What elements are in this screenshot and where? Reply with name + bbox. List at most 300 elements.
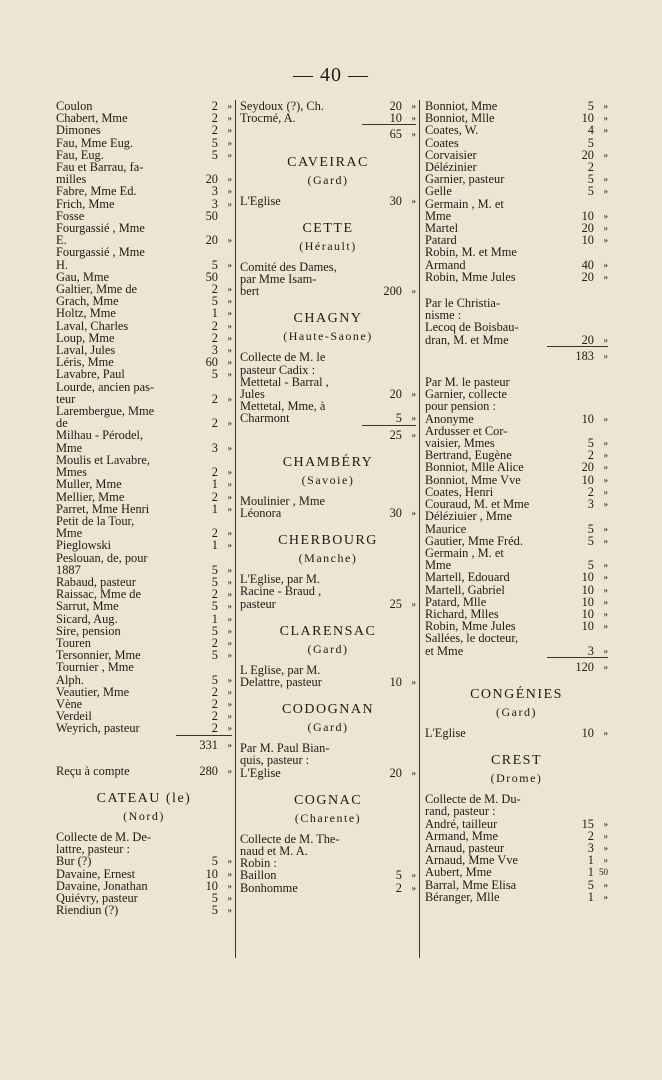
amount-fraction: » <box>411 129 416 140</box>
list-item <box>425 879 608 891</box>
donor-name: Coulon <box>56 99 93 113</box>
amount-fraction: » <box>227 284 232 295</box>
donor-name: Davaine, Jonathan <box>56 878 148 893</box>
donor-name: Lavabre, Paul <box>56 367 125 382</box>
list-item <box>56 722 232 734</box>
amount: 40 <box>581 257 594 272</box>
donor-name: Bertrand, Eugène <box>425 448 512 463</box>
amount: 5 <box>211 903 218 918</box>
subtotal-row <box>547 346 608 362</box>
donor-name: L Eglise, par M. Delattre, pasteur <box>240 662 322 690</box>
amount-fraction: » <box>411 389 416 400</box>
amount: 20 <box>581 332 594 347</box>
amount-fraction: » <box>411 101 416 111</box>
amount-fraction: » <box>227 686 232 697</box>
donor-name: Robin, Mme Jules <box>425 619 516 634</box>
amount: 3 <box>211 196 218 211</box>
department-name: (Gard) <box>307 172 349 187</box>
amount-fraction: » <box>227 393 232 404</box>
amount: 1 <box>211 477 218 492</box>
amount: 10 <box>581 411 594 426</box>
department-name: (Nord) <box>123 808 165 823</box>
donor-name: Veautier, Mme <box>56 684 130 699</box>
collection-note: Par le Christia- nisme : <box>425 296 501 323</box>
amount: 20 <box>581 221 594 236</box>
amount-fraction: » <box>411 882 416 893</box>
amount: 2 <box>211 318 218 333</box>
amount-fraction: » <box>227 235 232 246</box>
amount: 5 <box>587 436 594 451</box>
place-name: COGNAC <box>293 792 363 808</box>
amount: 10 <box>205 866 218 881</box>
amount: 5 <box>211 648 218 663</box>
collection-note: Par M. le pasteur Garnier, collecte pour pension : <box>425 375 510 414</box>
department-name: (Gard) <box>307 720 349 735</box>
amount-fraction: » <box>603 174 608 185</box>
donor-name: Sicard, Aug. <box>56 611 118 626</box>
amount: 10 <box>581 570 594 585</box>
amount: 1 <box>587 853 594 868</box>
donor-name: Martel <box>425 221 459 236</box>
donor-name: Sire, pension <box>56 623 121 638</box>
donor-name: Germain , M. et Mme <box>425 196 504 223</box>
amount-fraction: » <box>227 589 232 600</box>
amount: 3 <box>587 643 594 658</box>
donor-name: Germain , M. et Mme <box>425 545 504 573</box>
amount-fraction: » <box>227 540 232 551</box>
donor-name: Patard <box>425 233 457 248</box>
department-name: (Savoie) <box>301 472 355 487</box>
amount-fraction: » <box>227 259 232 270</box>
amount-fraction: » <box>227 491 232 502</box>
amount-fraction: » <box>603 450 608 461</box>
amount-fraction: 50 <box>599 867 608 878</box>
donor-name: Par M. Paul Bian- quis, pasteur : L'Eglise <box>240 741 330 780</box>
list-item <box>56 661 232 685</box>
donor-name: Parret, Mme Henri <box>56 501 150 516</box>
amount: 5 <box>211 367 218 382</box>
amount: 5 <box>211 599 218 614</box>
column-divider <box>235 100 236 958</box>
amount: 20 <box>581 147 594 162</box>
amount-fraction: » <box>603 271 608 282</box>
amount: 2 <box>211 330 218 345</box>
list-item <box>425 727 608 739</box>
list-item <box>56 904 232 916</box>
list-item <box>56 491 232 503</box>
donor-name: Bonniot, Mme Vve <box>425 472 521 487</box>
place-name: CHAMBÉRY <box>282 454 374 470</box>
column-1 <box>56 100 232 916</box>
amount-fraction: » <box>227 174 232 185</box>
list-item <box>56 198 232 210</box>
amount: 2 <box>211 696 218 711</box>
collection-note: Collecte de M. Du- rand, pasteur : <box>425 792 521 819</box>
amount: 10 <box>581 111 594 126</box>
amount: 20 <box>581 460 594 475</box>
list-item <box>240 195 416 207</box>
donor-name: Armand, Mme <box>425 828 498 843</box>
list-item <box>56 124 232 136</box>
column-divider <box>419 100 420 958</box>
amount-fraction: » <box>227 564 232 575</box>
donor-name: Fourgassié , Mme E. <box>56 221 145 248</box>
amount: 5 <box>211 574 218 589</box>
amount: 10 <box>581 472 594 487</box>
list-item <box>425 818 608 830</box>
donor-name: Bonhomme <box>240 880 298 895</box>
amount-fraction: » <box>227 576 232 587</box>
place-name: CHERBOURG <box>278 533 378 549</box>
section-heading <box>240 702 416 736</box>
amount-fraction: » <box>227 357 232 368</box>
list-item <box>56 307 232 319</box>
amount-fraction: » <box>411 113 416 124</box>
list-item <box>425 198 608 222</box>
list-item <box>240 664 416 688</box>
amount-fraction: » <box>411 870 416 881</box>
list-item <box>425 461 608 473</box>
amount-fraction: » <box>603 438 608 449</box>
section-heading <box>240 624 416 658</box>
donor-name: Coates, Henri <box>425 484 494 499</box>
list-item <box>56 765 232 777</box>
amount-fraction: » <box>603 235 608 246</box>
amount-fraction: » <box>603 149 608 160</box>
list-item <box>56 137 232 149</box>
amount: 30 <box>389 506 402 521</box>
list-item <box>240 869 416 881</box>
donor-name: Galtier, Mme de <box>56 282 138 297</box>
amount: 2 <box>587 484 594 499</box>
list-item <box>56 381 232 405</box>
list-item <box>425 891 608 903</box>
amount-fraction: » <box>227 418 232 429</box>
donor-name: Arnaud, Mme Vve <box>425 853 519 868</box>
amount: 10 <box>581 582 594 597</box>
amount: 1 <box>211 306 218 321</box>
donor-name: Reçu à compte <box>56 763 130 778</box>
amount: 5 <box>587 135 594 150</box>
amount-fraction: » <box>603 879 608 890</box>
list-item <box>56 246 232 270</box>
list-item <box>425 571 608 583</box>
donor-name: Coates <box>425 135 459 150</box>
donor-name: Aubert, Mme <box>425 865 492 880</box>
donor-name: Raissac, Mme de <box>56 587 141 602</box>
amount: 1 <box>587 865 594 880</box>
department-name: (Gard) <box>496 704 537 719</box>
amount-fraction: » <box>603 842 608 853</box>
amount: 5 <box>587 558 594 573</box>
amount-fraction: » <box>227 723 232 734</box>
place-name: CAVEIRAC <box>287 154 369 170</box>
donor-name: Garnier, pasteur <box>425 172 505 187</box>
section-heading <box>425 687 608 721</box>
amount-fraction: » <box>227 125 232 136</box>
amount-fraction: » <box>227 613 232 624</box>
amount: 10 <box>389 111 402 126</box>
amount: 10 <box>581 233 594 248</box>
list-item <box>425 124 608 136</box>
amount-fraction: » <box>227 479 232 490</box>
donor-name: Peslouan, de, pour 1887 <box>56 550 148 577</box>
amount: 5 <box>211 135 218 150</box>
amount: 3 <box>211 440 218 455</box>
amount-fraction: » <box>227 601 232 612</box>
donor-name: Gautier, Mme Fréd. <box>425 533 523 548</box>
list-item <box>56 454 232 478</box>
amount-fraction: » <box>227 880 232 891</box>
amount-fraction: » <box>227 674 232 685</box>
spacer <box>425 283 608 297</box>
donor-name: Mettetal - Barral , Jules <box>240 374 329 402</box>
amount-fraction: » <box>603 891 608 902</box>
donor-name: Bonniot, Mlle <box>425 111 495 126</box>
donor-name: Grach, Mme <box>56 294 119 309</box>
donor-name: Béranger, Mlle <box>425 889 500 904</box>
donor-name: Larembergue, Mme de <box>56 404 155 431</box>
section-heading <box>240 155 416 189</box>
list-item <box>425 425 608 449</box>
place-name: CHAGNY <box>293 311 363 327</box>
subtotal-row <box>176 735 232 751</box>
donor-name: Robin, Mme Jules <box>425 269 516 284</box>
amount: 2 <box>211 111 218 126</box>
department-name: (Haute-Saone) <box>283 329 373 344</box>
donor-name: Corvaisier <box>425 147 477 162</box>
amount: 5 <box>587 172 594 187</box>
amount: 20 <box>205 233 218 248</box>
list-item <box>425 246 608 270</box>
amount-fraction: » <box>411 286 416 297</box>
amount-fraction: » <box>227 892 232 903</box>
amount: 2 <box>211 282 218 297</box>
place-name: CREST <box>490 753 543 769</box>
list-item <box>240 376 416 400</box>
amount: 5 <box>211 890 218 905</box>
amount: 4 <box>587 123 594 138</box>
amount: 10 <box>581 594 594 609</box>
amount: 15 <box>581 816 594 831</box>
amount: 25 <box>389 596 402 611</box>
amount: 60 <box>205 355 218 370</box>
donor-name: Bonniot, Mme <box>425 99 498 113</box>
amount: 2 <box>211 391 218 406</box>
amount: 10 <box>581 725 594 740</box>
amount: 20 <box>581 269 594 284</box>
list-item <box>425 185 608 197</box>
list-item <box>56 552 232 576</box>
donor-name: Holtz, Mme <box>56 306 116 321</box>
column-2 <box>240 100 416 894</box>
amount: 2 <box>211 709 218 724</box>
amount-fraction: » <box>227 345 232 356</box>
amount: 1 <box>211 611 218 626</box>
list-item <box>56 429 232 453</box>
list-item <box>56 405 232 429</box>
amount: 2 <box>395 880 402 895</box>
amount-fraction: » <box>603 535 608 546</box>
amount: 2 <box>587 160 594 175</box>
amount: 20 <box>389 99 402 113</box>
amount: 3 <box>211 184 218 199</box>
list-item <box>425 321 608 345</box>
list-item <box>240 112 416 124</box>
donor-name: Vène <box>56 696 83 711</box>
donor-name: Milhau - Pérodel, Mme <box>56 428 144 455</box>
donor-name: Gelle <box>425 184 452 199</box>
amount-fraction: » <box>603 727 608 738</box>
donor-name: Sallées, le docteur, et Mme <box>425 631 519 658</box>
subtotal-row <box>547 657 608 673</box>
amount-fraction: » <box>603 818 608 829</box>
amount: 20 <box>389 387 402 402</box>
amount: 2 <box>211 99 218 113</box>
amount-fraction: » <box>603 350 608 361</box>
list-item <box>56 600 232 612</box>
amount-fraction: » <box>227 186 232 197</box>
donor-name: Anonyme <box>425 411 474 426</box>
amount-fraction: » <box>227 467 232 478</box>
place-name: CONGÉNIES <box>470 686 563 702</box>
amount: 25 <box>389 427 402 442</box>
amount: 5 <box>587 521 594 536</box>
donor-name: Fabre, Mme Ed. <box>56 184 137 199</box>
amount: 20 <box>205 172 218 187</box>
amount-fraction: » <box>227 856 232 867</box>
column-3 <box>425 100 608 903</box>
place-name: CETTE <box>302 220 354 236</box>
amount: 1 <box>211 501 218 516</box>
donor-name: Richard, Mlles <box>425 606 499 621</box>
donor-name: Weyrich, pasteur <box>56 721 140 736</box>
donor-name: Lecoq de Boisbau- dran, M. et Mme <box>425 320 519 347</box>
donor-name: Fourgassié , Mme H. <box>56 245 145 272</box>
amount-fraction: » <box>227 698 232 709</box>
amount: 3 <box>211 343 218 358</box>
list-item <box>56 686 232 698</box>
department-name: (Hérault) <box>299 238 357 253</box>
amount-fraction: » <box>411 677 416 688</box>
donor-name: Laval, Charles <box>56 318 129 333</box>
amount: 5 <box>211 623 218 638</box>
section-heading <box>425 753 608 787</box>
donor-name: Laval, Jules <box>56 343 116 358</box>
amount: 3 <box>587 497 594 512</box>
amount-fraction: » <box>603 210 608 221</box>
amount-fraction: » <box>603 413 608 424</box>
donor-name: Coates, W. <box>425 123 479 138</box>
donor-name: Petit de la Tour, Mme <box>56 513 135 541</box>
amount: 10 <box>581 619 594 634</box>
donor-name: Moulis et Lavabre, Mmes <box>56 452 150 480</box>
amount-fraction: » <box>603 462 608 473</box>
donor-name: Davaine, Ernest <box>56 866 136 881</box>
amount-fraction: » <box>227 442 232 453</box>
amount-fraction: » <box>603 645 608 656</box>
donor-name: Martell, Gabriel <box>425 582 505 597</box>
donor-name: Comité des Dames, par Mme Isam- bert <box>240 259 337 299</box>
collection-note: Collecte de M. le pasteur Cadix : <box>240 350 326 377</box>
donor-name: Fau, Mme Eug. <box>56 135 134 150</box>
donor-name: Lourde, ancien pas- teur <box>56 379 155 406</box>
list-item <box>425 584 608 596</box>
list-item <box>240 882 416 894</box>
amount: 2 <box>211 587 218 602</box>
place-name: CLARENSAC <box>279 623 377 639</box>
collection-note: Collecte de M. The- naud et M. A. Robin : <box>240 831 340 871</box>
donor-name: Déléziuier , Mme Maurice <box>425 509 513 536</box>
amount-fraction: » <box>603 855 608 866</box>
amount: 50 <box>205 208 218 223</box>
section-heading <box>56 791 232 825</box>
donor-name: Arnaud, pasteur <box>425 840 505 855</box>
donor-name: Gau, Mme <box>56 269 109 284</box>
amount-fraction: » <box>227 198 232 209</box>
section-heading <box>240 455 416 489</box>
list-item <box>425 632 608 656</box>
amount-fraction: » <box>603 259 608 270</box>
amount-fraction: » <box>603 621 608 632</box>
amount: 65 <box>389 127 402 142</box>
amount: 331 <box>199 737 218 752</box>
department-name: (Drome) <box>490 771 543 786</box>
amount-fraction: » <box>227 528 232 539</box>
collection-note: Collecte de M. De- lattre, pasteur : <box>56 829 151 857</box>
donor-name: Ardusser et Cor- vaisier, Mmes <box>425 423 508 451</box>
section-heading <box>240 793 416 827</box>
donor-name: Robin, M. et Mme Armand <box>425 245 517 272</box>
donor-name: Baillon <box>240 868 277 883</box>
donor-name: Moulinier , Mme Léonora <box>240 493 326 521</box>
list-item <box>56 855 232 867</box>
donor-name: Tersonnier, Mme <box>56 648 141 663</box>
amount: 5 <box>211 257 218 272</box>
donor-name: Patard, Mlle <box>425 594 487 609</box>
section-heading <box>240 311 416 345</box>
list-item <box>425 137 608 149</box>
donor-name: Fau et Barrau, fa- milles <box>56 160 144 187</box>
donor-name: Trocmé, A. <box>240 111 296 126</box>
amount: 5 <box>587 184 594 199</box>
amount: 5 <box>587 877 594 892</box>
amount: 20 <box>389 765 402 780</box>
list-item <box>425 547 608 571</box>
list-item <box>56 368 232 380</box>
amount-fraction: » <box>227 625 232 636</box>
amount: 280 <box>199 763 218 778</box>
donor-name: Bonniot, Mlle Alice <box>425 460 524 475</box>
list-item <box>425 173 608 185</box>
donor-name: Loup, Mme <box>56 330 115 345</box>
donor-name: Verdeil <box>56 709 92 724</box>
list-item <box>56 613 232 625</box>
spacer <box>56 751 232 765</box>
amount-fraction: » <box>227 739 232 750</box>
amount: 1 <box>587 889 594 904</box>
amount-fraction: » <box>227 503 232 514</box>
amount-fraction: » <box>603 113 608 124</box>
list-item <box>425 510 608 534</box>
amount: 5 <box>211 147 218 162</box>
place-name: CODOGNAN <box>281 702 375 718</box>
donor-name: Couraud, M. et Mme <box>425 497 530 512</box>
amount: 2 <box>587 448 594 463</box>
amount: 183 <box>575 348 594 363</box>
list-item <box>240 261 416 298</box>
department-name: (Gard) <box>307 641 349 656</box>
